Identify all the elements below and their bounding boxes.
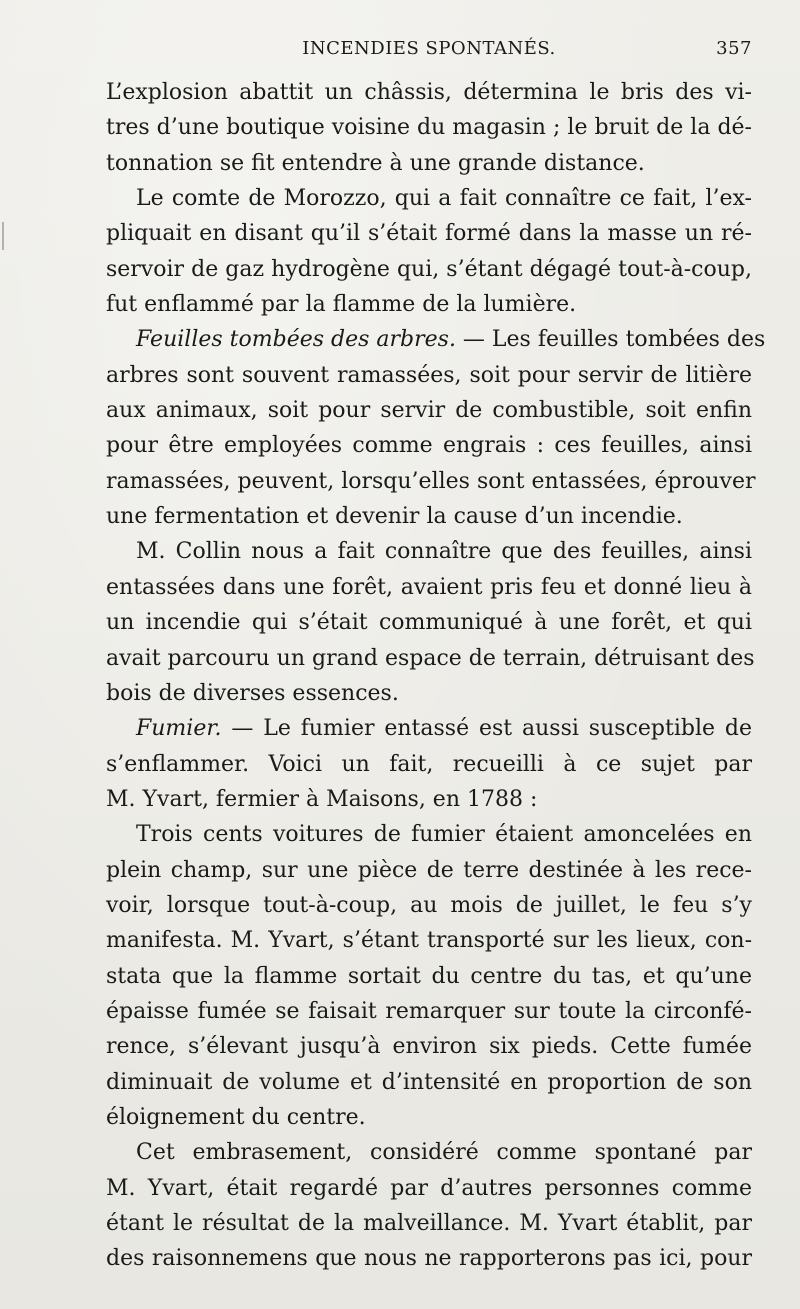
text-line [106, 1171, 752, 1206]
text-line [106, 287, 752, 322]
line-segment: avait parcouru un grand espace de terrain, détruisant des [106, 645, 755, 671]
line-segment: s’enflammer. Voici un fait, recueilli à ce sujet par [106, 751, 752, 777]
text-line [106, 570, 752, 605]
section-heading-feuilles: Feuilles tombées des arbres. [136, 327, 456, 353]
text-line [106, 959, 752, 994]
section-heading-fumier: Fumier. [136, 716, 222, 742]
line-segment: bois de diverses essences. [106, 680, 399, 706]
line-segment: aux animaux, soit pour servir de combustible, soit enfin [106, 398, 752, 424]
line-segment: M. Yvart, était regardé par d’autres personnes comme [106, 1175, 752, 1201]
line-segment: servoir de gaz hydrogène qui, s’étant dégagé tout-à-coup, [106, 256, 752, 282]
line-segment: Trois cents voitures de fumier étaient amoncelées en [136, 822, 752, 848]
text-line [106, 499, 752, 534]
line-segment: Cet embrasement, considéré comme spontané par [136, 1140, 752, 1166]
line-segment: ramassées, peuvent, lorsqu’elles sont entassées, éprouver [106, 468, 756, 494]
text-line [106, 747, 752, 782]
text-line [106, 1135, 752, 1170]
text-line [106, 75, 752, 110]
text-line [106, 676, 752, 711]
text-line [106, 1206, 752, 1241]
line-segment: épaisse fumée se faisait remarquer sur toute la circonfé- [106, 998, 752, 1024]
text-line [106, 1065, 752, 1100]
line-segment: tres d’une boutique voisine du magasin ; le bruit de la dé- [106, 115, 752, 141]
text-line [106, 641, 755, 676]
line-segment: manifesta. M. Yvart, s’étant transporté sur les lieux, con- [106, 928, 752, 954]
text-line [106, 358, 752, 393]
text-line [106, 853, 752, 888]
text-line [106, 181, 752, 216]
line-segment: un incendie qui s’était communiqué à une forêt, et qui [106, 610, 752, 636]
page-number: 357 [716, 38, 752, 59]
text-line [106, 817, 752, 852]
body-text [106, 75, 766, 1277]
line-segment: éloignement du centre. [106, 1104, 366, 1130]
page-header [106, 36, 752, 64]
line-segment: étant le résultat de la malveillance. M. Yvart établit, par [106, 1211, 752, 1236]
text-line [106, 428, 752, 463]
text-line [106, 146, 752, 181]
line-segment: voir, lorsque tout-à-coup, au mois de juillet, le feu s’y [106, 892, 752, 918]
line-segment: Le comte de Morozzo, qui a fait connaître ce fait, l’ex- [136, 186, 752, 212]
line-segment: M. Yvart, fermier à Maisons, en 1788 : [106, 786, 538, 812]
text-line [106, 1241, 752, 1276]
line-segment: pliquait en disant qu’il s’était formé dans la masse un ré- [106, 221, 752, 247]
margin-mark [2, 222, 14, 250]
line-segment: — Le fumier entassé est aussi susceptible de [221, 716, 752, 742]
line-segment: arbres sont souvent ramassées, soit pour servir de litière [106, 362, 752, 388]
running-title: INCENDIES SPONTANÉS. [302, 38, 556, 59]
text-line [106, 216, 752, 251]
line-segment: une fermentation et devenir la cause d’un incendie. [106, 504, 683, 530]
text-line [106, 711, 752, 746]
line-segment: — Les feuilles tombées des [455, 327, 766, 353]
text-line [106, 110, 752, 145]
line-segment: M. Collin nous a fait connaître que des feuilles, ainsi [136, 539, 752, 565]
text-line [106, 393, 752, 428]
line-segment: tonnation se fit entendre à une grande distance. [106, 150, 645, 176]
text-line [106, 252, 752, 287]
line-segment: entassées dans une forêt, avaient pris feu et donné lieu à [106, 574, 752, 600]
line-segment: fut enflammé par la flamme de la lumière. [106, 292, 577, 318]
line-segment: diminuait de volume et d’intensité en proportion de son [106, 1069, 752, 1095]
line-segment: pour être employées comme engrais : ces feuilles, ainsi [106, 433, 752, 459]
text-line [106, 322, 766, 357]
text-line [106, 464, 756, 499]
line-segment: plein champ, sur une pièce de terre destinée à les rece- [106, 857, 752, 883]
line-segment: rence, s’élevant jusqu’à environ six pieds. Cette fumée [106, 1034, 752, 1060]
line-segment: des raisonnemens que nous ne rapporterons pas ici, pour [106, 1246, 752, 1272]
text-line [106, 1029, 752, 1064]
text-line [106, 534, 752, 569]
text-line [106, 782, 752, 817]
text-line [106, 994, 752, 1029]
text-line [106, 605, 752, 640]
text-line [106, 1100, 752, 1135]
text-line [106, 888, 752, 923]
text-line [106, 923, 752, 958]
line-segment: L’explosion abattit un châssis, détermina le bris des vi- [106, 80, 752, 105]
line-segment: stata que la flamme sortait du centre du tas, et qu’une [106, 963, 752, 989]
